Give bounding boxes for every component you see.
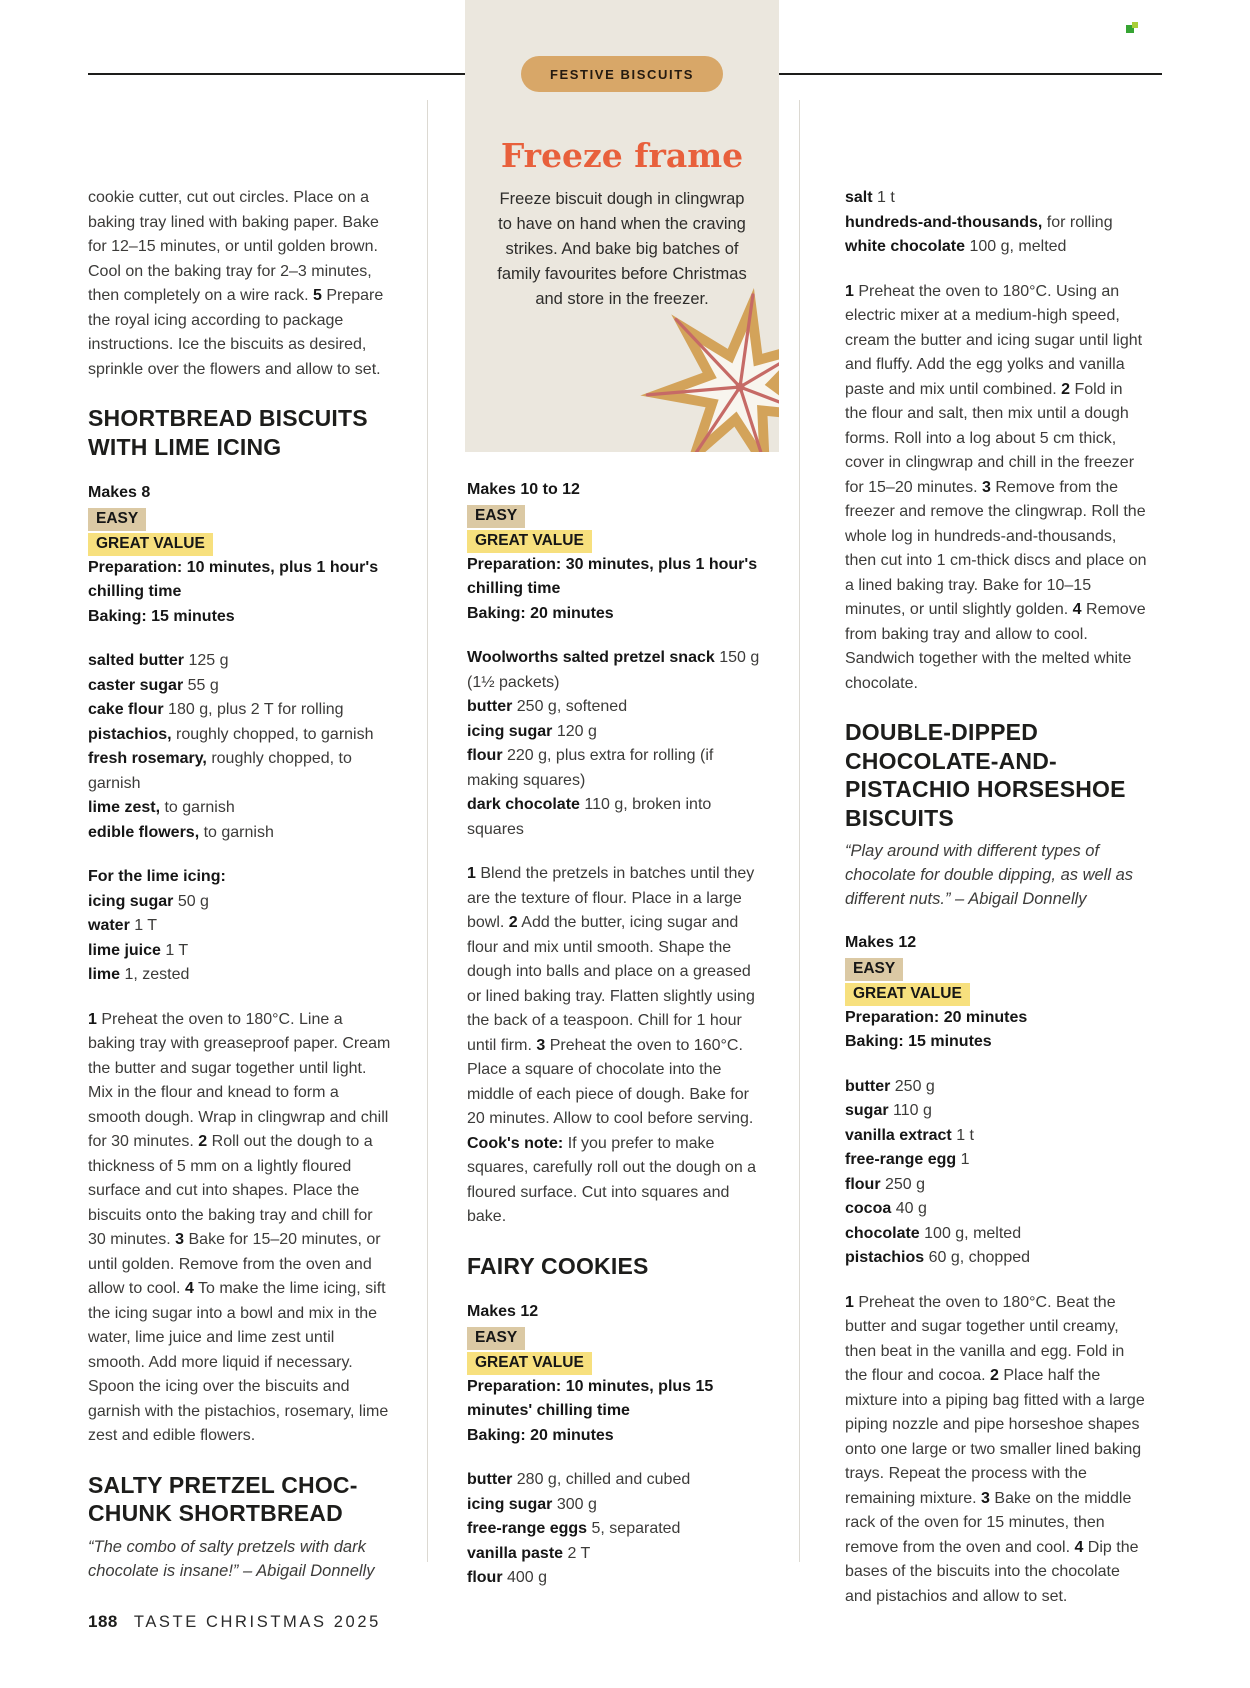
ingredient-list-pretzel xyxy=(467,646,769,842)
ingredient-item: lime 1, zested xyxy=(88,966,190,983)
cooks-note: Cook's note: If you prefer to make squares, carefully roll out the dough on a floured surface. Cut into squares and bake. xyxy=(467,1134,757,1225)
publication-name: TASTE CHRISTMAS 2025 xyxy=(133,1613,381,1631)
ingredient-item: free-range egg 1 xyxy=(845,1151,970,1168)
page-number: 188 xyxy=(88,1612,118,1631)
ingredient-item: vanilla extract 1 t xyxy=(845,1126,974,1144)
freeze-frame-body: Freeze biscuit dough in clingwrap to have on hand when the craving strikes. And bake big batches of family favourites before Christmas and store in the freezer. xyxy=(497,190,747,308)
ingredient-item: hundreds-and-thousands, for rolling xyxy=(845,213,1113,231)
easy-badge: EASY xyxy=(467,505,525,528)
column-divider-left xyxy=(427,100,428,1562)
page-footer xyxy=(88,1612,381,1632)
recipe-title-fairy-cookies: FAIRY COOKIES xyxy=(467,1252,649,1279)
makes-label: Makes 8 xyxy=(88,484,151,501)
preparation-label: Preparation: 10 minutes, plus 1 hour's chilling time xyxy=(88,558,379,600)
ingredient-item: vanilla paste 2 T xyxy=(467,1544,591,1562)
section-tag-label: FESTIVE BISCUITS xyxy=(549,66,695,82)
column-right xyxy=(845,186,1147,1609)
baking-label: Baking: 20 minutes xyxy=(467,1426,614,1444)
ingredient-item: butter 250 g xyxy=(845,1077,935,1095)
method-paragraph-fairy: 1 Preheat the oven to 180°C. Using an electric mixer at a medium-high speed, cream the butter and icing sugar until light and fluffy. Add the egg yolks and vanilla paste and mix until combined. 2 Fold in the flour and salt, then mix until a dough forms. Roll into a log about 5 cm thick, cover in clingwrap and chill in the freezer for 15–20 minutes. 3 Remove from the freezer and remove the clingwrap. Roll the whole log in hundreds-and-thousands, then cut into 1 cm-thick discs and place on a lined baking tray. Bake for 10–15 minutes, or until slightly golden. 4 Remove from baking tray and allow to cool. Sandwich together with the melted white chocolate. xyxy=(845,282,1147,692)
ingredient-item: chocolate 100 g, melted xyxy=(845,1224,1022,1242)
ingredient-item: icing sugar 120 g xyxy=(467,722,597,740)
recipe-title-horseshoe: DOUBLE-DIPPED CHOCOLATE-AND-PISTACHIO HORSESHOE BISCUITS xyxy=(845,719,1126,831)
ingredient-item: fresh rosemary, roughly chopped, to garnish xyxy=(88,750,352,792)
ingredient-item: lime juice 1 T xyxy=(88,941,189,959)
ingredient-item: pistachios 60 g, chopped xyxy=(845,1249,1031,1266)
easy-badge: EASY xyxy=(467,1327,525,1350)
chef-quote-pretzel: “The combo of salty pretzels with dark chocolate is insane!” – Abigail Donnelly xyxy=(88,1537,375,1580)
recipe-meta-fairy xyxy=(467,1300,769,1448)
column-divider-right xyxy=(799,100,800,1562)
ingredient-item: pistachios, roughly chopped, to garnish xyxy=(88,725,374,743)
ingredient-item: water 1 T xyxy=(88,917,158,934)
preparation-label: Preparation: 10 minutes, plus 15 minutes' chilling time xyxy=(467,1377,714,1419)
ingredient-item: butter 280 g, chilled and cubed xyxy=(467,1471,691,1488)
ingredient-list-horseshoe xyxy=(845,1075,1147,1271)
easy-badge: EASY xyxy=(845,958,903,981)
ingredient-item: flour 250 g xyxy=(845,1175,926,1193)
recipe-meta-pretzel xyxy=(467,478,769,626)
method-paragraph-pretzel: 1 Blend the pretzels in batches until they are the texture of flour. Place in a large bowl. 2 Add the butter, icing sugar and flour and mix until smooth. Shape the dough into balls and place on a greased or lined baking tray. Flatten slightly using the back of a teaspoon. Chill for 1 hour until firm. 3 Preheat the oven to 160°C. Place a square of chocolate into the middle of each piece of dough. Bake for 20 minutes. Allow to cool before serving. xyxy=(467,865,755,1127)
ingredient-item: cake flour 180 g, plus 2 T for rolling xyxy=(88,701,344,718)
ingredient-item: Woolworths salted pretzel snack 150 g (1½ packets) xyxy=(467,649,760,691)
great-value-badge: GREAT VALUE xyxy=(467,1352,592,1375)
recipe-meta-horseshoe xyxy=(845,931,1147,1055)
baking-label: Baking: 15 minutes xyxy=(88,607,235,625)
ingredient-item: dark chocolate 110 g, broken into squares xyxy=(467,796,712,838)
ingredient-list-fairy-continued xyxy=(845,186,1147,260)
ingredient-item: salt 1 t xyxy=(845,189,895,206)
freeze-frame-title: Freeze frame xyxy=(500,136,744,175)
recipe-title-shortbread-lime: SHORTBREAD BISCUITS WITH LIME ICING xyxy=(88,405,368,460)
ingredient-item: sugar 110 g xyxy=(845,1102,932,1119)
recipe-title-salty-pretzel: SALTY PRETZEL CHOC-CHUNK SHORTBREAD xyxy=(88,1471,358,1526)
column-left xyxy=(88,186,393,1583)
column-middle xyxy=(467,478,769,1591)
ingredient-item: flour 220 g, plus extra for rolling (if making squares) xyxy=(467,747,714,789)
ingredient-item: salted butter 125 g xyxy=(88,652,229,669)
great-value-badge: GREAT VALUE xyxy=(467,530,592,553)
light-green-square-icon xyxy=(1132,22,1138,28)
makes-label: Makes 12 xyxy=(845,934,917,951)
preparation-label: Preparation: 30 minutes, plus 1 hour's chilling time xyxy=(467,555,758,597)
ingredient-list-fairy xyxy=(467,1468,769,1591)
ingredient-item: edible flowers, to garnish xyxy=(88,823,274,841)
ingredient-item: icing sugar 50 g xyxy=(88,892,209,910)
easy-badge: EASY xyxy=(88,508,146,531)
ingredient-list-lime-icing xyxy=(88,890,393,988)
method-paragraph-horseshoe: 1 Preheat the oven to 180°C. Beat the butter and sugar together until creamy, then beat in the vanilla and egg. Fold in the flour and cocoa. 2 Place half the mixture into a piping bag fitted with a large piping nozzle and pipe horseshoe shapes onto one large or two smaller lined baking trays. Repeat the process with the remaining mixture. 3 Bake on the middle rack of the oven for 15 minutes, then remove from the oven and cool. 4 Dip the bases of the biscuits into the chocolate and pistachios and allow to set. xyxy=(845,1293,1145,1605)
great-value-badge: GREAT VALUE xyxy=(88,533,213,556)
ingredient-item: caster sugar 55 g xyxy=(88,676,219,694)
method-paragraph-shortbread: 1 Preheat the oven to 180°C. Line a baking tray with greaseproof paper. Cream the butter and sugar together until light. Mix in the flour and knead to form a smooth dough. Wrap in clingwrap and chill for 30 minutes. 2 Roll out the dough to a thickness of 5 mm on a lightly floured surface and cut into shapes. Place the biscuits onto the baking tray and chill for 30 minutes. 3 Bake for 15–20 minutes, or until golden. Remove from the oven and allow to cool. 4 To make the lime icing, sift the icing sugar into a bowl and mix in the water, lime juice and lime zest until smooth. Add more liquid if necessary. Spoon the icing over the biscuits and garnish with the pistachios, rosemary, lime zest and edible flowers. xyxy=(88,1010,391,1444)
ingredient-list-shortbread xyxy=(88,649,393,845)
ingredient-item: free-range eggs 5, separated xyxy=(467,1520,681,1537)
baking-label: Baking: 20 minutes xyxy=(467,604,614,622)
corner-pixel-icon xyxy=(1126,22,1139,35)
ingredient-item: icing sugar 300 g xyxy=(467,1495,597,1513)
makes-label: Makes 10 to 12 xyxy=(467,481,580,498)
ingredient-item: lime zest, to garnish xyxy=(88,799,235,816)
sub-ingredient-heading: For the lime icing: xyxy=(88,868,226,885)
section-tag-pill xyxy=(521,56,723,92)
great-value-badge: GREAT VALUE xyxy=(845,983,970,1006)
preparation-label: Preparation: 20 minutes xyxy=(845,1008,1028,1026)
baking-label: Baking: 15 minutes xyxy=(845,1033,992,1050)
ingredient-item: butter 250 g, softened xyxy=(467,698,628,715)
ingredient-item: white chocolate 100 g, melted xyxy=(845,238,1067,255)
ingredient-item: cocoa 40 g xyxy=(845,1200,927,1217)
ingredient-item: flour 400 g xyxy=(467,1569,548,1586)
recipe-continuation-paragraph: cookie cutter, cut out circles. Place on a baking tray lined with baking paper. Bake for 12–15 minutes, or until golden brown. Cool on the baking tray for 2–3 minutes, then completely on a wire rack. 5 Prepare the royal icing according to package instructions. Ice the biscuits as desired, sprinkle over the flowers and allow to set. xyxy=(88,189,384,378)
recipe-meta-shortbread xyxy=(88,481,393,629)
chef-quote-horseshoe: “Play around with different types of chocolate for double dipping, as well as different nuts.” – Abigail Donnelly xyxy=(845,842,1134,908)
makes-label: Makes 12 xyxy=(467,1303,539,1320)
